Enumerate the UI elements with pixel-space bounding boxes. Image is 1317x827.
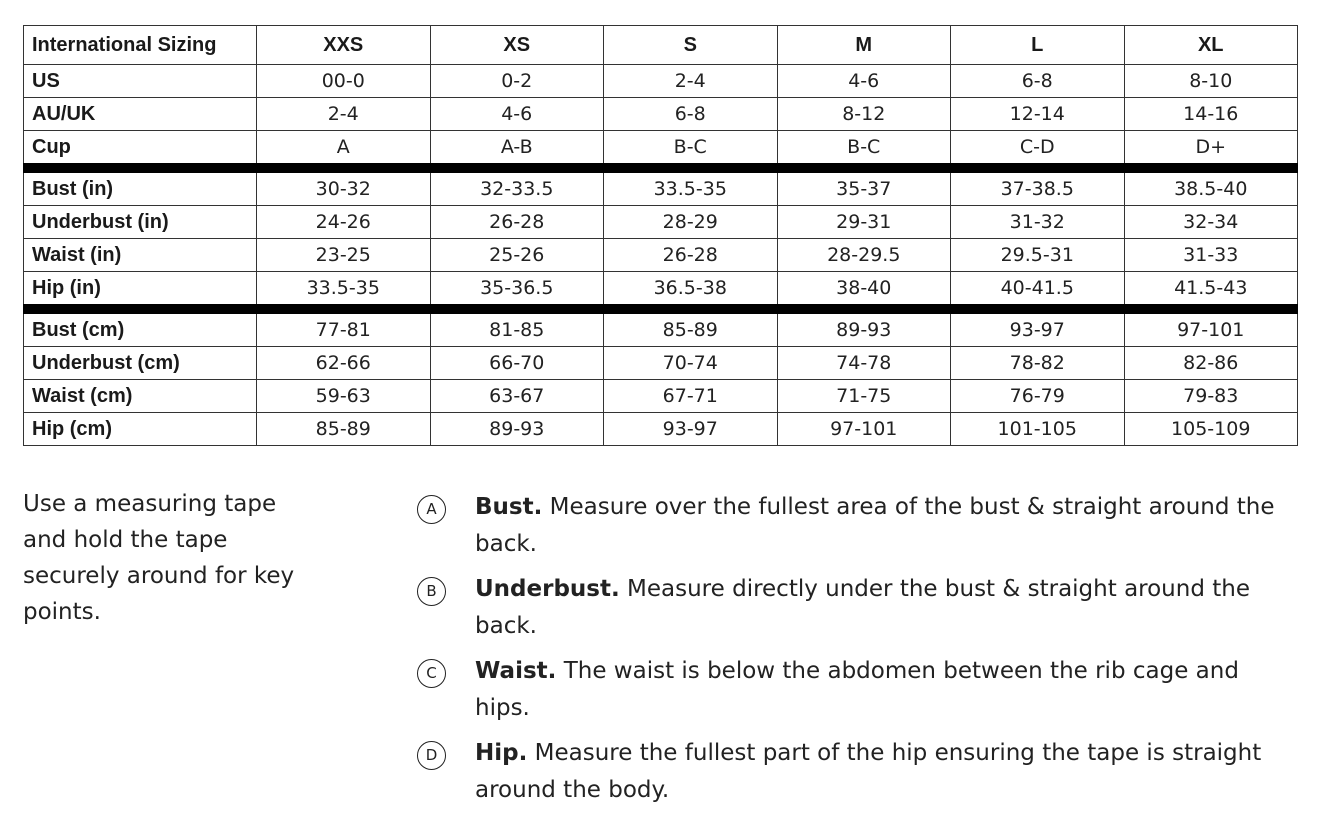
table-cell: A — [257, 131, 431, 169]
row-label: Bust (in) — [24, 168, 257, 206]
table-cell: 28-29.5 — [777, 239, 951, 272]
table-cell: 32-34 — [1124, 206, 1298, 239]
size-header: XL — [1124, 26, 1298, 65]
guide-term: Underbust. — [475, 576, 620, 602]
table-row — [24, 347, 1298, 380]
table-cell: D+ — [1124, 131, 1298, 169]
size-header: XS — [430, 26, 604, 65]
guide-term: Waist. — [475, 658, 557, 684]
row-label: Waist (cm) — [24, 380, 257, 413]
table-cell: 00-0 — [257, 65, 431, 98]
guide-item-hip — [417, 735, 1297, 809]
table-cell: 26-28 — [604, 239, 778, 272]
row-label: Waist (in) — [24, 239, 257, 272]
guide-item-underbust — [417, 571, 1297, 645]
table-cell: 0-2 — [430, 65, 604, 98]
table-cell: 6-8 — [604, 98, 778, 131]
guide-text: Measure the fullest part of the hip ensuring the tape is straight around the body. — [475, 740, 1262, 803]
row-label: Cup — [24, 131, 257, 169]
table-cell: 85-89 — [257, 413, 431, 446]
table-cell: 38.5-40 — [1124, 168, 1298, 206]
table-row — [24, 206, 1298, 239]
guide-text: The waist is below the abdomen between the rib cage and hips. — [475, 658, 1239, 721]
table-cell: 35-37 — [777, 168, 951, 206]
table-cell: 79-83 — [1124, 380, 1298, 413]
size-header: XXS — [257, 26, 431, 65]
row-label: Bust (cm) — [24, 309, 257, 347]
table-cell: 78-82 — [951, 347, 1125, 380]
table-row — [24, 309, 1298, 347]
table-cell: 29.5-31 — [951, 239, 1125, 272]
table-cell: 85-89 — [604, 309, 778, 347]
table-cell: 30-32 — [257, 168, 431, 206]
table-cell: 93-97 — [951, 309, 1125, 347]
table-cell: 31-33 — [1124, 239, 1298, 272]
row-label: AU/UK — [24, 98, 257, 131]
table-cell: A-B — [430, 131, 604, 169]
letter-b-icon: B — [417, 577, 446, 606]
guide-item-waist — [417, 653, 1297, 727]
table-cell: 77-81 — [257, 309, 431, 347]
table-cell: 81-85 — [430, 309, 604, 347]
table-cell: 23-25 — [257, 239, 431, 272]
table-cell: 37-38.5 — [951, 168, 1125, 206]
table-cell: 89-93 — [777, 309, 951, 347]
table-cell: 63-67 — [430, 380, 604, 413]
guide-text: Measure directly under the bust & straight around the back. — [475, 576, 1250, 639]
table-cell: 67-71 — [604, 380, 778, 413]
table-cell: 101-105 — [951, 413, 1125, 446]
letter-d-icon: D — [417, 741, 446, 770]
row-label: Hip (cm) — [24, 413, 257, 446]
size-header: S — [604, 26, 778, 65]
row-label: Underbust (in) — [24, 206, 257, 239]
size-header: L — [951, 26, 1125, 65]
table-cell: 4-6 — [777, 65, 951, 98]
table-row — [24, 239, 1298, 272]
table-cell: 71-75 — [777, 380, 951, 413]
table-cell: B-C — [604, 131, 778, 169]
guide-item-bust — [417, 489, 1297, 563]
table-cell: 38-40 — [777, 272, 951, 310]
table-body — [24, 65, 1298, 446]
table-header-row — [24, 26, 1298, 65]
table-row — [24, 413, 1298, 446]
table-cell: 32-33.5 — [430, 168, 604, 206]
table-cell: 66-70 — [430, 347, 604, 380]
table-cell: 25-26 — [430, 239, 604, 272]
table-cell: 12-14 — [951, 98, 1125, 131]
table-cell: 70-74 — [604, 347, 778, 380]
table-cell: 35-36.5 — [430, 272, 604, 310]
table-cell: 24-26 — [257, 206, 431, 239]
table-cell: 29-31 — [777, 206, 951, 239]
row-label: Hip (in) — [24, 272, 257, 310]
size-chart-table — [23, 25, 1298, 446]
table-cell: 26-28 — [430, 206, 604, 239]
table-cell: 93-97 — [604, 413, 778, 446]
row-label: US — [24, 65, 257, 98]
table-cell: 89-93 — [430, 413, 604, 446]
table-cell: 97-101 — [1124, 309, 1298, 347]
table-cell: 33.5-35 — [257, 272, 431, 310]
table-cell: 31-32 — [951, 206, 1125, 239]
table-row — [24, 168, 1298, 206]
table-cell: 59-63 — [257, 380, 431, 413]
table-cell: 62-66 — [257, 347, 431, 380]
table-cell: 28-29 — [604, 206, 778, 239]
letter-c-icon: C — [417, 659, 446, 688]
table-row — [24, 272, 1298, 310]
table-row — [24, 98, 1298, 131]
guide-term: Bust. — [475, 494, 543, 520]
table-cell: 40-41.5 — [951, 272, 1125, 310]
guide-term: Hip. — [475, 740, 528, 766]
table-cell: 74-78 — [777, 347, 951, 380]
table-cell: 76-79 — [951, 380, 1125, 413]
table-cell: 2-4 — [604, 65, 778, 98]
table-row — [24, 380, 1298, 413]
table-cell: C-D — [951, 131, 1125, 169]
measurement-guide — [417, 489, 1297, 817]
table-cell: 41.5-43 — [1124, 272, 1298, 310]
letter-a-icon: A — [417, 495, 446, 524]
table-cell: 4-6 — [430, 98, 604, 131]
table-cell: 105-109 — [1124, 413, 1298, 446]
table-cell: 14-16 — [1124, 98, 1298, 131]
row-label: Underbust (cm) — [24, 347, 257, 380]
table-cell: 36.5-38 — [604, 272, 778, 310]
table-row — [24, 65, 1298, 98]
table-cell: 82-86 — [1124, 347, 1298, 380]
guide-text: Measure over the fullest area of the bust & straight around the back. — [475, 494, 1275, 557]
table-cell: B-C — [777, 131, 951, 169]
table-cell: 97-101 — [777, 413, 951, 446]
size-header: M — [777, 26, 951, 65]
table-cell: 6-8 — [951, 65, 1125, 98]
table-row — [24, 131, 1298, 169]
header-label: International Sizing — [24, 26, 257, 65]
table-cell: 33.5-35 — [604, 168, 778, 206]
table-cell: 8-10 — [1124, 65, 1298, 98]
table-cell: 8-12 — [777, 98, 951, 131]
intro-text: Use a measuring tape and hold the tape securely around for key points. — [23, 491, 295, 625]
table-cell: 2-4 — [257, 98, 431, 131]
